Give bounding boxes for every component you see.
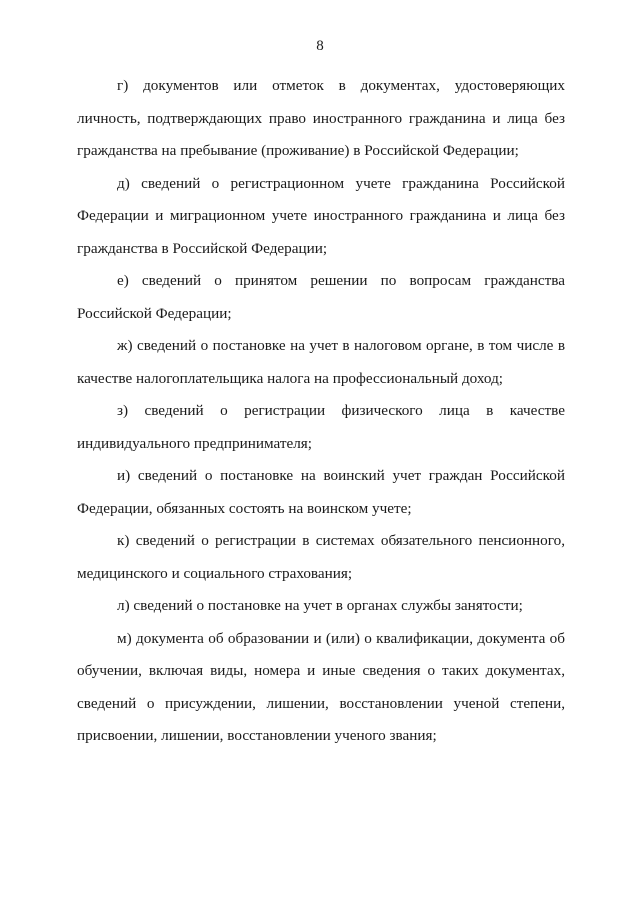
paragraph-zh: ж) сведений о постановке на учет в налоговом органе, в том числе в качестве налогоплательщика налога на профессиональный доход; bbox=[77, 337, 565, 387]
paragraph-l: л) сведений о постановке на учет в органах службы занятости; bbox=[117, 597, 523, 614]
paragraph-z: з) сведений о регистрации физического лица в качестве индивидуального предпринимателя; bbox=[77, 402, 565, 452]
paragraph-g: г) документов или отметок в документах, удостоверяющих личность, подтверждающих право иностранного гражданина и лица без гражданства на пребывание (проживание) в Российской Федерации; bbox=[77, 77, 565, 159]
paragraph-m: м) документа об образовании и (или) о квалификации, документа об обучении, включая виды, номера и иные сведения о таких документах, сведений о присуждении, лишении, восстановлении ученой степени, присвоении, лишении, восстановлении ученого звания; bbox=[77, 629, 565, 744]
paragraph-k: к) сведений о регистрации в системах обязательного пенсионного, медицинского и социального страхования; bbox=[77, 532, 565, 582]
page-number: 8 bbox=[316, 38, 324, 54]
document-body bbox=[77, 70, 565, 753]
paragraph-d: д) сведений о регистрационном учете гражданина Российской Федерации и миграционном учете иностранного гражданина и лица без гражданства в Российской Федерации; bbox=[77, 174, 565, 257]
paragraph-i: и) сведений о постановке на воинский учет граждан Российской Федерации, обязанных состоять на воинском учете; bbox=[77, 467, 565, 517]
paragraph-e: е) сведений о принятом решении по вопросам гражданства Российской Федерации; bbox=[77, 272, 565, 322]
